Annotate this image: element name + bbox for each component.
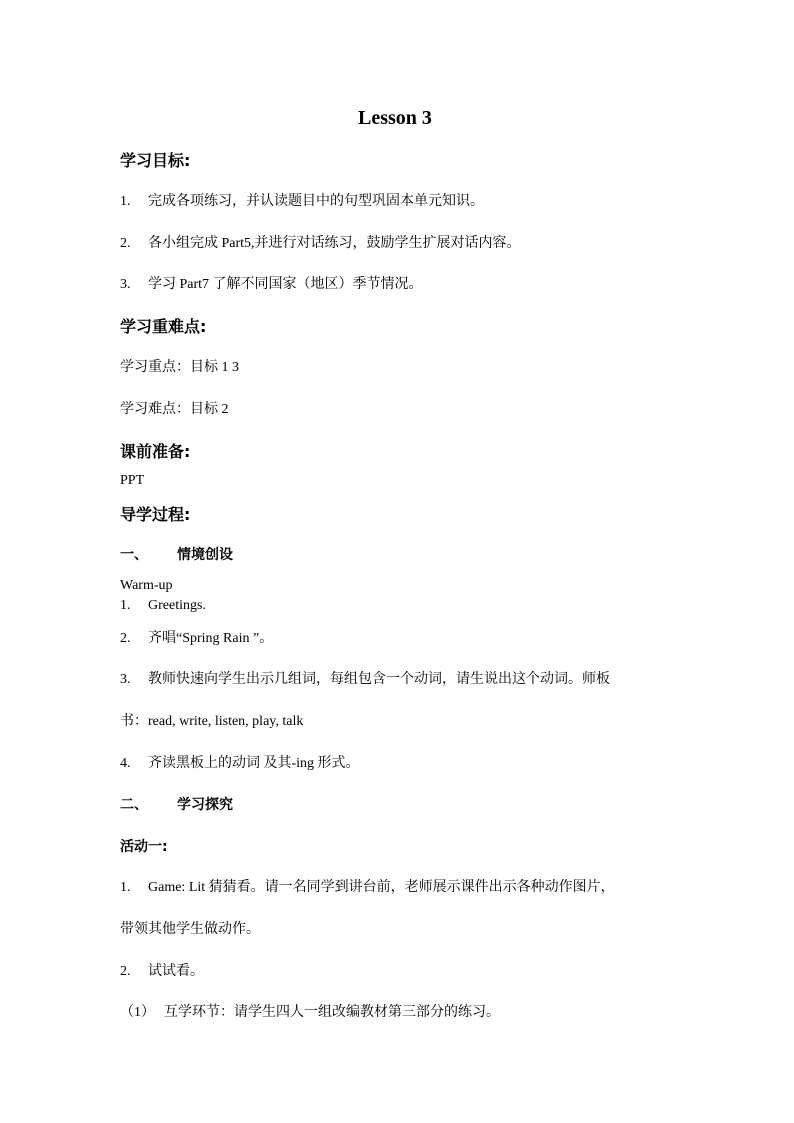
- item-text: 学习 Part7 了解不同国家（地区）季节情况。: [148, 277, 423, 292]
- key-points-heading: 学习重难点:: [120, 317, 207, 336]
- preparation-heading: 课前准备:: [120, 442, 191, 461]
- list-item-continuation: 带领其他学生做动作。: [120, 922, 260, 937]
- objective-item: [120, 235, 521, 253]
- list-item: [120, 671, 610, 689]
- section-title: 学习探究: [177, 797, 233, 813]
- section-title: 情境创设: [177, 547, 233, 563]
- item-text: Greetings.: [148, 598, 206, 613]
- key-focus-text: 学习重点：目标 1 3: [120, 360, 239, 375]
- list-item: [120, 963, 204, 981]
- item-number: 1.: [120, 880, 131, 895]
- item-number: 2.: [120, 631, 131, 646]
- sub-list-item: [120, 1004, 500, 1022]
- list-item: [120, 630, 273, 648]
- item-number: （1）: [120, 1005, 155, 1020]
- item-number: 3.: [120, 672, 131, 687]
- item-number: 4.: [120, 756, 131, 771]
- objectives-heading: 学习目标:: [120, 151, 191, 170]
- section-number: 一、: [120, 547, 148, 563]
- item-text: 教师快速向学生出示几组词，每组包含一个动词，请生说出这个动词。师板: [148, 672, 610, 687]
- section-heading: [120, 796, 233, 814]
- list-item: [120, 755, 360, 773]
- activity-heading: 活动一:: [120, 839, 168, 855]
- item-number: 2.: [120, 964, 131, 979]
- item-text: 各小组完成 Part5,并进行对话练习，鼓励学生扩展对话内容。: [148, 236, 521, 251]
- section-heading: [120, 546, 233, 564]
- item-text: 试试看。: [148, 964, 204, 979]
- key-difficulty-text: 学习难点：目标 2: [120, 402, 229, 417]
- objective-item: [120, 193, 484, 211]
- section-number: 二、: [120, 797, 148, 813]
- item-number: 3.: [120, 277, 131, 292]
- list-item-continuation: 书：read, write, listen, play, talk: [120, 714, 304, 729]
- item-text: 齐读黑板上的动词 及其-ing 形式。: [148, 756, 360, 771]
- preparation-text: PPT: [120, 473, 145, 488]
- process-heading: 导学过程:: [120, 505, 191, 524]
- item-text: Game: Lit 猜猜看。请一名同学到讲台前，老师展示课件出示各种动作图片，: [148, 880, 615, 895]
- lesson-title: Lesson 3: [358, 107, 432, 129]
- item-number: 1.: [120, 194, 131, 209]
- list-item: [120, 597, 206, 615]
- warmup-label: Warm-up: [120, 578, 173, 593]
- list-item: [120, 879, 615, 897]
- item-text: 完成各项练习，并认读题目中的句型巩固本单元知识。: [148, 194, 484, 209]
- objective-item: [120, 276, 423, 294]
- item-text: 齐唱“Spring Rain ”。: [148, 631, 274, 646]
- item-number: 1.: [120, 598, 131, 613]
- item-text: 互学环节：请学生四人一组改编教材第三部分的练习。: [164, 1005, 500, 1020]
- item-number: 2.: [120, 236, 131, 251]
